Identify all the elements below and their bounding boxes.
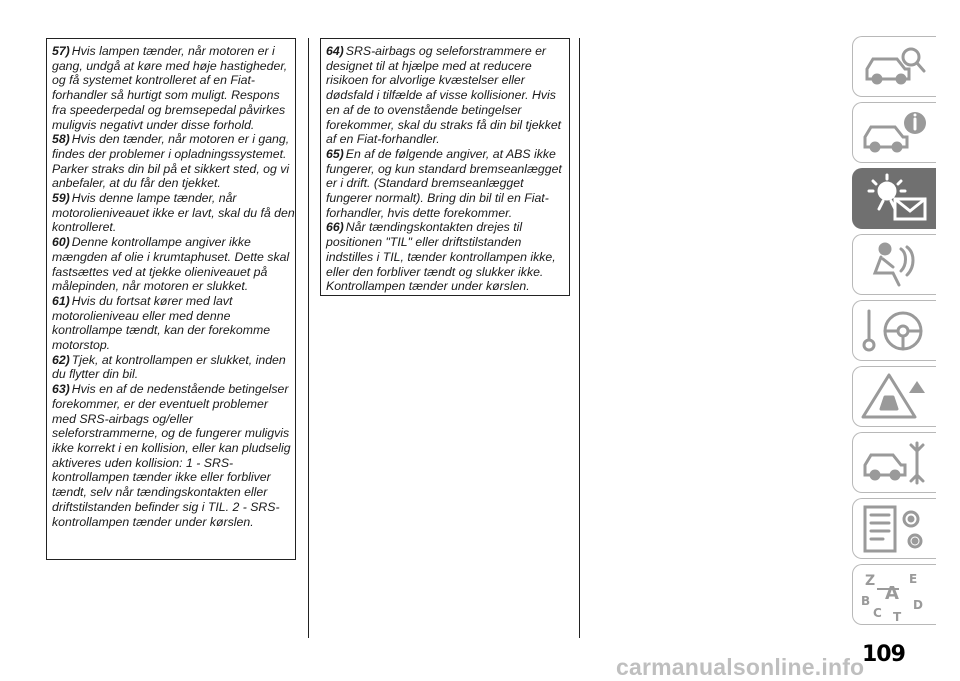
note-61: 61) Hvis du fortsat kører med lavt motorolieniveau eller med denne kontrollampe tændt, kan der forekomme motorstop. bbox=[52, 293, 271, 353]
warning-triangle-icon bbox=[859, 371, 931, 423]
car-wrench-icon bbox=[859, 437, 931, 489]
tab-car-info[interactable] bbox=[852, 102, 936, 163]
note-65: 65) En af de følgende angiver, at ABS ikke fungerer, og kun standard bremseanlægget er i drift. (Standard bremseanlægget fungerer normalt). Bring din bil til en Fiat-forhandler, hvis dette forekommer. bbox=[326, 146, 562, 220]
note-58: 58) Hvis den tænder, når motoren er i gang, findes der problemer i opladningssystemet. Parker straks din bil på et sikkert sted, og vi anbefaler, at du får den tjekket. bbox=[52, 132, 290, 191]
svg-text:T: T bbox=[893, 610, 902, 621]
specs-gear-icon bbox=[859, 503, 931, 555]
svg-text:A: A bbox=[885, 583, 899, 604]
tab-starting-driving[interactable] bbox=[852, 300, 936, 361]
note-62: 62) Tjek, at kontrollampen er slukket, inden du flytter din bil. bbox=[52, 352, 286, 382]
note-64: 64) SRS-airbags og seleforstrammere er designet til at hjælpe med at reducere risikoen for alvorlige kvæstelser eller dødsfald i tilfælde af visse kollisioner. Hvis en af de to ovenstående betingelser forekommer, skal du straks få din bil tjekket af en Fiat-forhandler. bbox=[326, 44, 562, 147]
note-66: 66) Når tændingskontakten drejes til positionen "TIL" eller driftstilstanden indstilles i TIL, tænder kontrollampen ikke, eller den forbliver tændt og slukker ikke. Kontrollampen tænder under kørslen. bbox=[326, 220, 556, 294]
column-divider bbox=[308, 38, 309, 638]
svg-text:B: B bbox=[861, 594, 871, 608]
warning-light-icon bbox=[859, 173, 931, 225]
steering-wheel-key-icon bbox=[859, 305, 931, 357]
car-info-icon bbox=[859, 107, 931, 159]
tab-warning-lights[interactable] bbox=[852, 168, 936, 229]
svg-text:Z: Z bbox=[865, 573, 876, 589]
alphabet-index-icon bbox=[859, 569, 931, 621]
note-59: 59) Hvis denne lampe tænder, når motorolieniveauet ikke er lavt, skal du få den kontrolleret. bbox=[52, 191, 295, 235]
notes-box-right bbox=[320, 38, 570, 296]
tab-safety[interactable] bbox=[852, 234, 936, 295]
tab-emergency[interactable] bbox=[852, 366, 936, 427]
note-60: 60) Denne kontrollampe angiver ikke mængden af olie i krumtaphuset. Dette skal fastsættes ved at tjekke olieniveauet på målepinden, når motoren er slukket. bbox=[52, 235, 290, 294]
tab-technical-data[interactable] bbox=[852, 498, 936, 559]
note-63: 63) Hvis en af de nedenstående betingelser forekommer, er der eventuelt problemer med SRS-airbags og/eller seleforstrammerne, og de fungerer muligvis ikke korrekt i en kollision, eller kan pludselig aktiveres uden kollision: 1 - SRS-kontrollampen tænder ikke eller forbliver tændt, selv når tændingskontakten eller driftstilstanden befinder sig i TIL. 2 - SRS-kontrollampen tænder under kørslen. bbox=[52, 382, 291, 529]
watermark: carmanualsonline.info bbox=[616, 654, 865, 680]
tab-car-search[interactable] bbox=[852, 36, 936, 97]
column-divider-right bbox=[579, 38, 580, 638]
notes-box-left bbox=[46, 38, 296, 560]
svg-text:C: C bbox=[873, 606, 882, 620]
svg-text:E: E bbox=[909, 572, 918, 586]
svg-text:D: D bbox=[913, 598, 923, 612]
note-57: 57) Hvis lampen tænder, når motoren er i gang, undgå at køre med høje hastigheder, og få systemet kontrolleret af en Fiat-forhandler så hurtigt som muligt. Respons fra speederpedal og bremsepedal påvirkes muligvis negativt under disse forhold. bbox=[52, 44, 288, 132]
car-search-icon bbox=[859, 41, 931, 93]
tab-index[interactable] bbox=[852, 564, 936, 625]
page-number: 109 bbox=[862, 642, 905, 667]
airbag-passenger-icon bbox=[859, 239, 931, 291]
tab-maintenance[interactable] bbox=[852, 432, 936, 493]
